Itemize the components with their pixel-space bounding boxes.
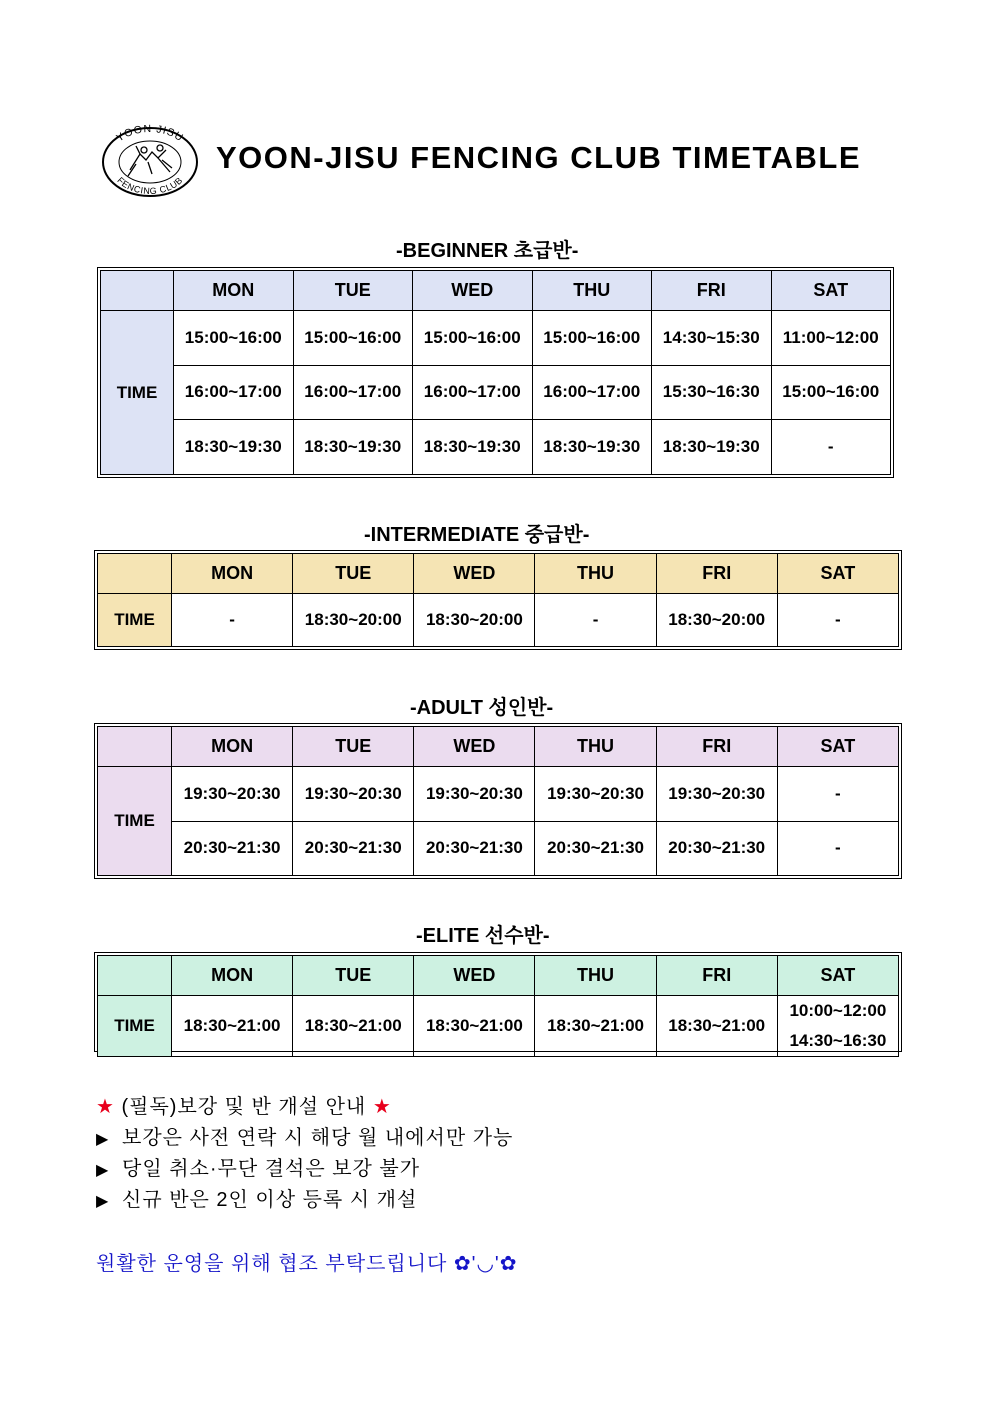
- time-cell: 19:30~20:30: [172, 767, 293, 822]
- time-cell: 20:30~21:30: [535, 821, 656, 876]
- page-header: [100, 124, 900, 200]
- time-cell: 20:30~21:30: [293, 821, 414, 876]
- time-cell-sat: [777, 996, 898, 1057]
- time-cell: 16:00~17:00: [532, 365, 652, 420]
- time-cell: 18:30~21:00: [414, 996, 535, 1057]
- day-header-sat: SAT: [777, 554, 898, 594]
- time-cell: 15:00~16:00: [293, 311, 413, 366]
- time-cell: 18:30~19:30: [413, 420, 533, 475]
- day-header-fri: FRI: [656, 554, 777, 594]
- time-cell: 11:00~12:00: [771, 311, 891, 366]
- table-header-row: [98, 727, 899, 767]
- day-header-thu: THU: [535, 956, 656, 996]
- time-cell: -: [771, 420, 891, 475]
- notice-item: [96, 1185, 896, 1216]
- notice-item-text: 당일 취소·무단 결석은 보강 불가: [122, 1158, 421, 1180]
- time-row-label: TIME: [98, 594, 172, 647]
- day-header-tue: TUE: [293, 271, 413, 311]
- footer-message: 원활한 운영을 위해 협조 부탁드립니다 ✿'◡'✿: [96, 1253, 518, 1275]
- day-header-sat: SAT: [771, 271, 891, 311]
- day-header-mon: MON: [172, 554, 293, 594]
- notice-item: [96, 1123, 896, 1154]
- fencing-club-logo: [100, 124, 200, 200]
- time-cell: 15:00~16:00: [532, 311, 652, 366]
- day-header-sat: SAT: [777, 727, 898, 767]
- time-cell: 14:30~15:30: [652, 311, 772, 366]
- table-row: [101, 365, 891, 420]
- notice-item: [96, 1154, 896, 1185]
- time-cell: 18:30~19:30: [532, 420, 652, 475]
- notice-heading-text: (필독)보강 및 반 개설 안내: [114, 1096, 373, 1118]
- intermediate-section-title: -INTERMEDIATE 중급반-: [364, 524, 590, 546]
- day-header-fri: FRI: [656, 727, 777, 767]
- beginner-section-title: -BEGINNER 초급반-: [396, 240, 579, 262]
- time-cell: 19:30~20:30: [656, 767, 777, 822]
- day-header-wed: WED: [414, 727, 535, 767]
- time-cell: 20:30~21:30: [414, 821, 535, 876]
- day-header-thu: THU: [535, 554, 656, 594]
- adult-section-title: -ADULT 성인반-: [410, 697, 554, 719]
- beginner-timetable: [97, 267, 894, 478]
- time-cell: 20:30~21:30: [656, 821, 777, 876]
- star-icon: ★: [96, 1096, 115, 1118]
- table-row: [98, 767, 899, 822]
- day-header-tue: TUE: [293, 956, 414, 996]
- intermediate-timetable: [94, 550, 902, 650]
- table-row: [98, 594, 899, 647]
- day-header-mon: MON: [174, 271, 294, 311]
- svg-text:FENCING CLUB: FENCING CLUB: [115, 175, 185, 197]
- day-header-tue: TUE: [293, 554, 414, 594]
- corner-cell: [98, 956, 172, 996]
- day-header-fri: FRI: [656, 956, 777, 996]
- notice-block: [96, 1092, 896, 1216]
- time-cell: 15:00~16:00: [413, 311, 533, 366]
- notice-item-text: 신규 반은 2인 이상 등록 시 개설: [122, 1189, 418, 1211]
- time-cell: -: [777, 594, 898, 647]
- day-header-tue: TUE: [293, 727, 414, 767]
- time-cell: -: [777, 821, 898, 876]
- time-cell: 18:30~19:30: [293, 420, 413, 475]
- day-header-mon: MON: [172, 956, 293, 996]
- day-header-mon: MON: [172, 727, 293, 767]
- day-header-fri: FRI: [652, 271, 772, 311]
- time-cell: 16:00~17:00: [413, 365, 533, 420]
- time-cell: -: [777, 767, 898, 822]
- time-cell: 15:30~16:30: [652, 365, 772, 420]
- time-cell: 18:30~21:00: [293, 996, 414, 1057]
- time-cell: 18:30~19:30: [652, 420, 772, 475]
- time-cell: 18:30~21:00: [535, 996, 656, 1057]
- notice-heading: [96, 1092, 896, 1123]
- triangle-bullet-icon: ▶: [96, 1193, 110, 1210]
- day-header-thu: THU: [532, 271, 652, 311]
- corner-cell: [98, 727, 172, 767]
- day-header-wed: WED: [413, 271, 533, 311]
- sat-slot-2: 14:30~16:30: [789, 1031, 887, 1050]
- table-row: [101, 311, 891, 366]
- time-cell: 19:30~20:30: [535, 767, 656, 822]
- corner-cell: [98, 554, 172, 594]
- time-cell: -: [172, 594, 293, 647]
- star-icon: ★: [372, 1096, 392, 1118]
- table-row: [98, 996, 899, 1057]
- time-row-label: TIME: [98, 767, 172, 876]
- time-cell: 19:30~20:30: [414, 767, 535, 822]
- day-header-sat: SAT: [777, 956, 898, 996]
- elite-timetable: [94, 952, 902, 1052]
- table-row: [101, 420, 891, 475]
- time-cell: 19:30~20:30: [293, 767, 414, 822]
- time-cell: 18:30~21:00: [172, 996, 293, 1057]
- adult-timetable: [94, 723, 902, 879]
- svg-text:YOON JISU: YOON JISU: [114, 124, 186, 145]
- table-header-row: [98, 554, 899, 594]
- time-cell: 18:30~20:00: [293, 594, 414, 647]
- time-cell: 15:00~16:00: [174, 311, 294, 366]
- page-title: YOON-JISU FENCING CLUB TIMETABLE: [216, 140, 862, 175]
- triangle-bullet-icon: ▶: [96, 1162, 110, 1179]
- notice-item-text: 보강은 사전 연락 시 해당 월 내에서만 가능: [122, 1127, 514, 1149]
- time-cell: 16:00~17:00: [174, 365, 294, 420]
- time-row-label: TIME: [101, 311, 174, 475]
- time-row-label: TIME: [98, 996, 172, 1057]
- time-cell: 18:30~20:00: [656, 594, 777, 647]
- table-header-row: [98, 956, 899, 996]
- day-header-wed: WED: [414, 956, 535, 996]
- time-cell: -: [535, 594, 656, 647]
- corner-cell: [101, 271, 174, 311]
- time-cell: 16:00~17:00: [293, 365, 413, 420]
- day-header-thu: THU: [535, 727, 656, 767]
- triangle-bullet-icon: ▶: [96, 1131, 110, 1148]
- time-cell: 18:30~20:00: [414, 594, 535, 647]
- table-header-row: [101, 271, 891, 311]
- sat-slot-1: 10:00~12:00: [789, 1001, 887, 1020]
- day-header-wed: WED: [414, 554, 535, 594]
- time-cell: 18:30~19:30: [174, 420, 294, 475]
- time-cell: 15:00~16:00: [771, 365, 891, 420]
- table-row: [98, 821, 899, 876]
- time-cell: 18:30~21:00: [656, 996, 777, 1057]
- time-cell: 20:30~21:30: [172, 821, 293, 876]
- elite-section-title: -ELITE 선수반-: [416, 925, 550, 947]
